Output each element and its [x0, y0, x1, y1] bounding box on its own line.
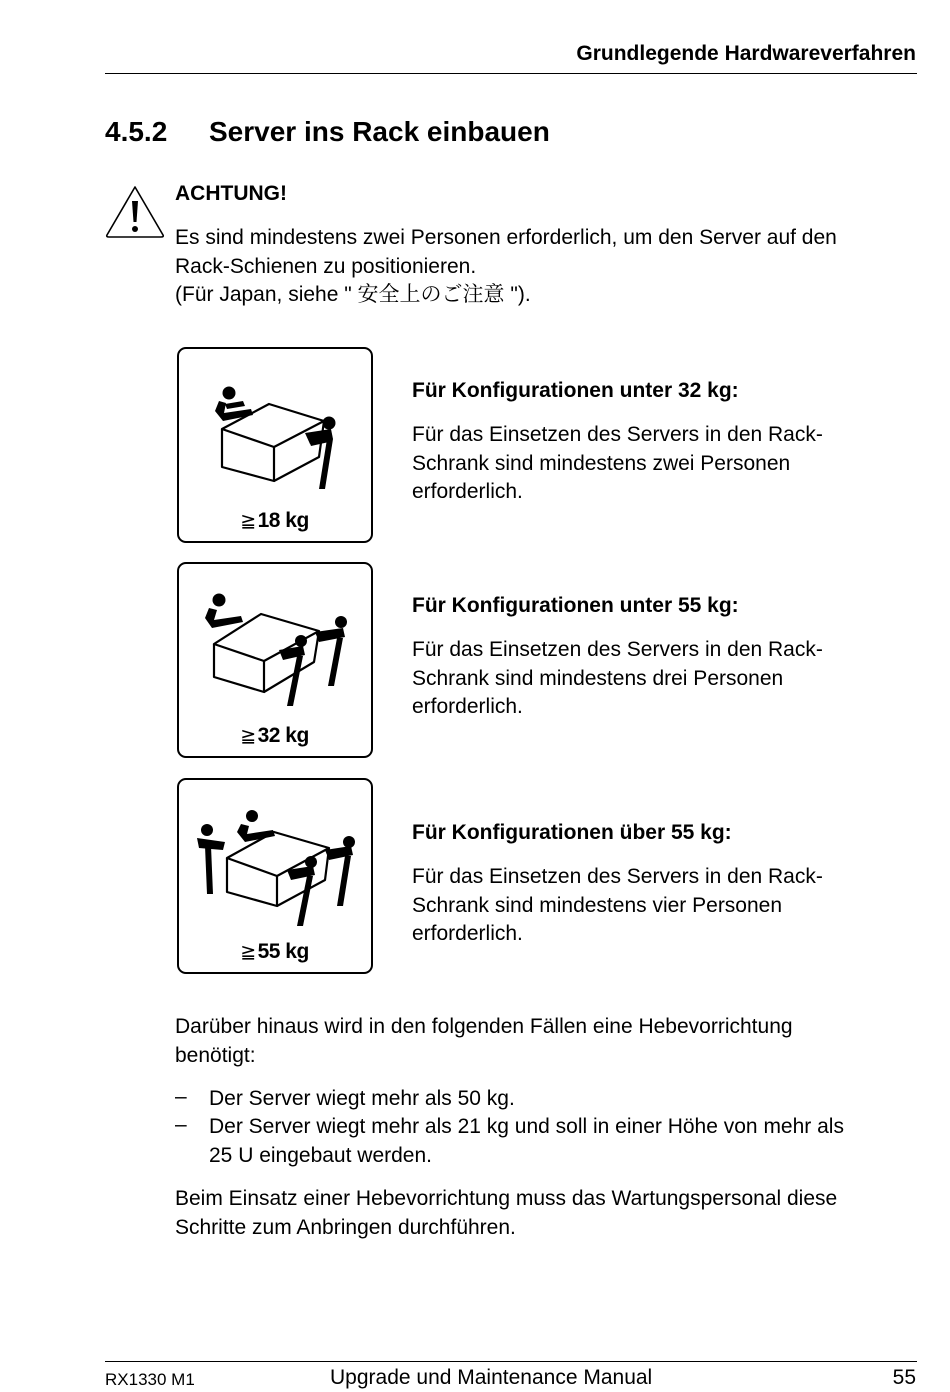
weight-value: 32 kg	[257, 724, 309, 747]
paragraph-line: Schritte zum Anbringen durchführen.	[175, 1215, 516, 1239]
closing-paragraph	[175, 1185, 917, 1242]
list-item	[209, 1085, 917, 1114]
list-item-line: 25 U eingebaut werden.	[209, 1143, 432, 1167]
weight-label	[179, 940, 370, 964]
config-line: Für das Einsetzen des Servers in den Rack-	[412, 865, 823, 888]
warning-triangle-icon	[104, 184, 166, 240]
page-number: 55	[892, 1366, 916, 1389]
weight-symbol: ≧	[240, 942, 256, 963]
warning-line: Es sind mindestens zwei Personen erforderlich, um den Server auf den	[175, 226, 837, 249]
config-line: Schrank sind mindestens vier Personen	[412, 893, 783, 917]
list-item-line: Der Server wiegt mehr als 50 kg.	[209, 1087, 515, 1110]
config-line: Schrank sind mindestens zwei Personen	[412, 451, 791, 475]
header-rule	[105, 73, 917, 74]
config-line: Schrank sind mindestens drei Personen	[412, 666, 784, 690]
config-line: Für das Einsetzen des Servers in den Rack-	[412, 638, 823, 661]
weight-value: 55 kg	[257, 940, 309, 963]
config-line: erforderlich.	[412, 480, 523, 503]
warning-heading: ACHTUNG!	[175, 182, 287, 205]
weight-symbol: ≧	[240, 511, 256, 532]
paragraph-line: Beim Einsatz einer Hebevorrichtung muss das Wartungspersonal diese	[175, 1187, 838, 1210]
paragraph-line: benötigt:	[175, 1043, 256, 1067]
list-item	[209, 1113, 917, 1170]
weight-label	[179, 509, 370, 533]
config-line: erforderlich.	[412, 695, 523, 718]
list-dash: –	[175, 1113, 187, 1136]
warning-text	[175, 224, 915, 310]
paragraph-line: Darüber hinaus wird in den folgenden Fällen eine Hebevorrichtung	[175, 1015, 793, 1038]
list-dash: –	[175, 1085, 187, 1108]
weight-label	[179, 724, 370, 748]
lift-intro-paragraph	[175, 1013, 917, 1070]
warning-line: (Für Japan, siehe " 安全上のご注意 ").	[175, 283, 531, 306]
config-heading: Für Konfigurationen unter 32 kg:	[412, 379, 739, 402]
three-person-lift-icon	[177, 562, 373, 758]
config-text	[412, 636, 912, 722]
config-text	[412, 863, 912, 949]
list-item-line: Der Server wiegt mehr als 21 kg und soll in einer Höhe von mehr als	[209, 1115, 844, 1138]
footer-model: RX1330 M1	[105, 1370, 195, 1389]
section-title: Server ins Rack einbauen	[209, 116, 550, 147]
config-line: erforderlich.	[412, 922, 523, 945]
weight-value: 18 kg	[257, 509, 309, 532]
footer-rule	[105, 1361, 917, 1362]
config-heading: Für Konfigurationen über 55 kg:	[412, 821, 732, 844]
footer-manual-title: Upgrade und Maintenance Manual	[330, 1366, 653, 1389]
weight-symbol: ≧	[240, 726, 256, 747]
config-line: Für das Einsetzen des Servers in den Rack-	[412, 423, 823, 446]
running-header: Grundlegende Hardwareverfahren	[576, 42, 916, 65]
config-text	[412, 421, 912, 507]
warning-line: Rack-Schienen zu positionieren.	[175, 254, 477, 278]
two-person-lift-icon	[177, 347, 373, 543]
config-heading: Für Konfigurationen unter 55 kg:	[412, 594, 739, 617]
section-number: 4.5.2	[105, 116, 168, 147]
four-person-lift-icon	[177, 778, 373, 974]
